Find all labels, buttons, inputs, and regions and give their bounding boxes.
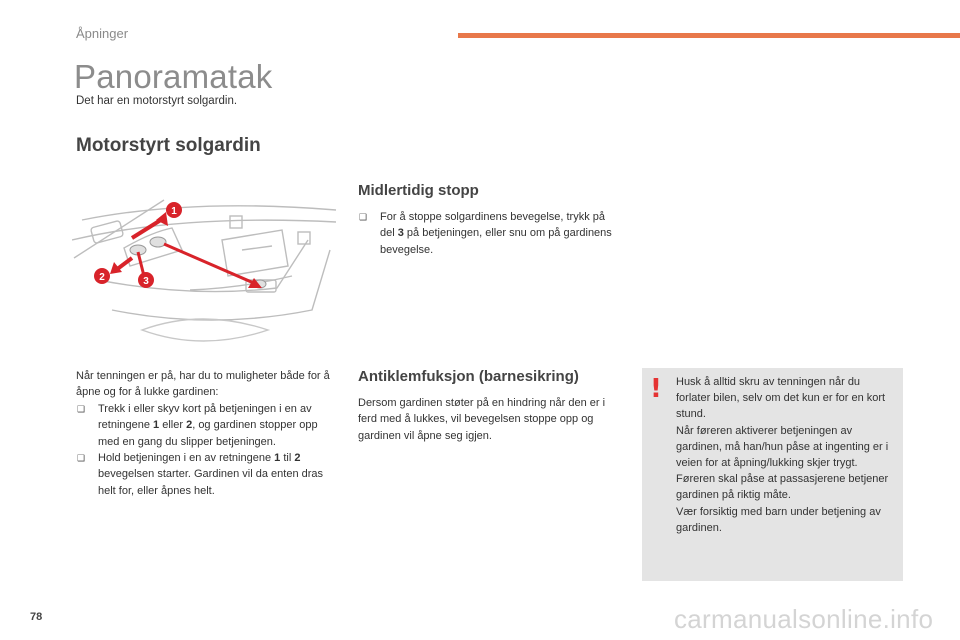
bullet-item: ❑ Trekk i eller skyv kort på betjeningen i en av retningene 1 eller 2, og gardinen stopper opp med en gang du slipper betjeningen. [77, 402, 318, 448]
warning-exclamation-icon: ! [650, 374, 662, 404]
operation-instructions [76, 368, 340, 499]
label-marker-2 [94, 268, 110, 284]
label-3: 3 [143, 276, 149, 287]
label-2: 2 [99, 272, 105, 283]
bullet-checkbox-icon: ❑ [77, 453, 86, 464]
bullet-item: ❑ For å stoppe solgardinens bevegelse, trykk på del 3 på betjeningen, eller snu om på gardinens bevegelse. [359, 211, 612, 256]
sunblind-control-illustration [72, 180, 338, 352]
anti-pinch-section [358, 368, 620, 444]
header-accent-bar [458, 33, 960, 38]
section-heading: Motorstyrt solgardin [76, 135, 261, 156]
page-title: Panoramatak [74, 58, 273, 95]
intro-text: Når tenningen er på, har du to muligheter både for å åpne og for å lukke gardinen: [76, 370, 330, 399]
temporary-stop-section [358, 182, 620, 258]
rear-view-mirror [142, 319, 268, 341]
page-subtitle: Det har en motorstyrt solgardin. [76, 95, 238, 107]
bullet-checkbox-icon: ❑ [359, 212, 368, 222]
anti-pinch-heading: Antiklemfuksjon (barnesikring) [358, 368, 579, 385]
watermark: carmanualsonline.info [674, 604, 934, 634]
warning-box [642, 368, 903, 581]
anti-pinch-text: Dersom gardinen støter på en hindring når den er i ferd med å lukkes, vil bevegelsen stoppe opp og gardinen vil åpne seg igjen. [358, 397, 606, 442]
label-1: 1 [171, 206, 177, 217]
bullet-checkbox-icon: ❑ [77, 403, 86, 414]
warning-text: Husk å alltid skru av tenningen når du forlater bilen, selv om det kun er for en kort stund. Når føreren aktiverer betjeningen av gardinen, må han/hun påse at ingenting er i veien for at åpning/lukking skjer trygt. Føreren skal påse at passasjerene betjener gardinen på riktig måte. Vær forsiktig med barn under betjening av gardinen. [676, 376, 889, 534]
label-marker-1 [166, 202, 182, 218]
bullet-item: ❑ Hold betjeningen i en av retningene 1 til 2 bevegelsen starter. Gardinen vil da enten dras helt for, eller åpnes helt. [77, 452, 324, 497]
label-marker-3 [138, 272, 154, 288]
temporary-stop-heading: Midlertidig stopp [358, 182, 479, 199]
section-header: Åpninger [76, 26, 129, 41]
page-number: 78 [30, 611, 43, 623]
